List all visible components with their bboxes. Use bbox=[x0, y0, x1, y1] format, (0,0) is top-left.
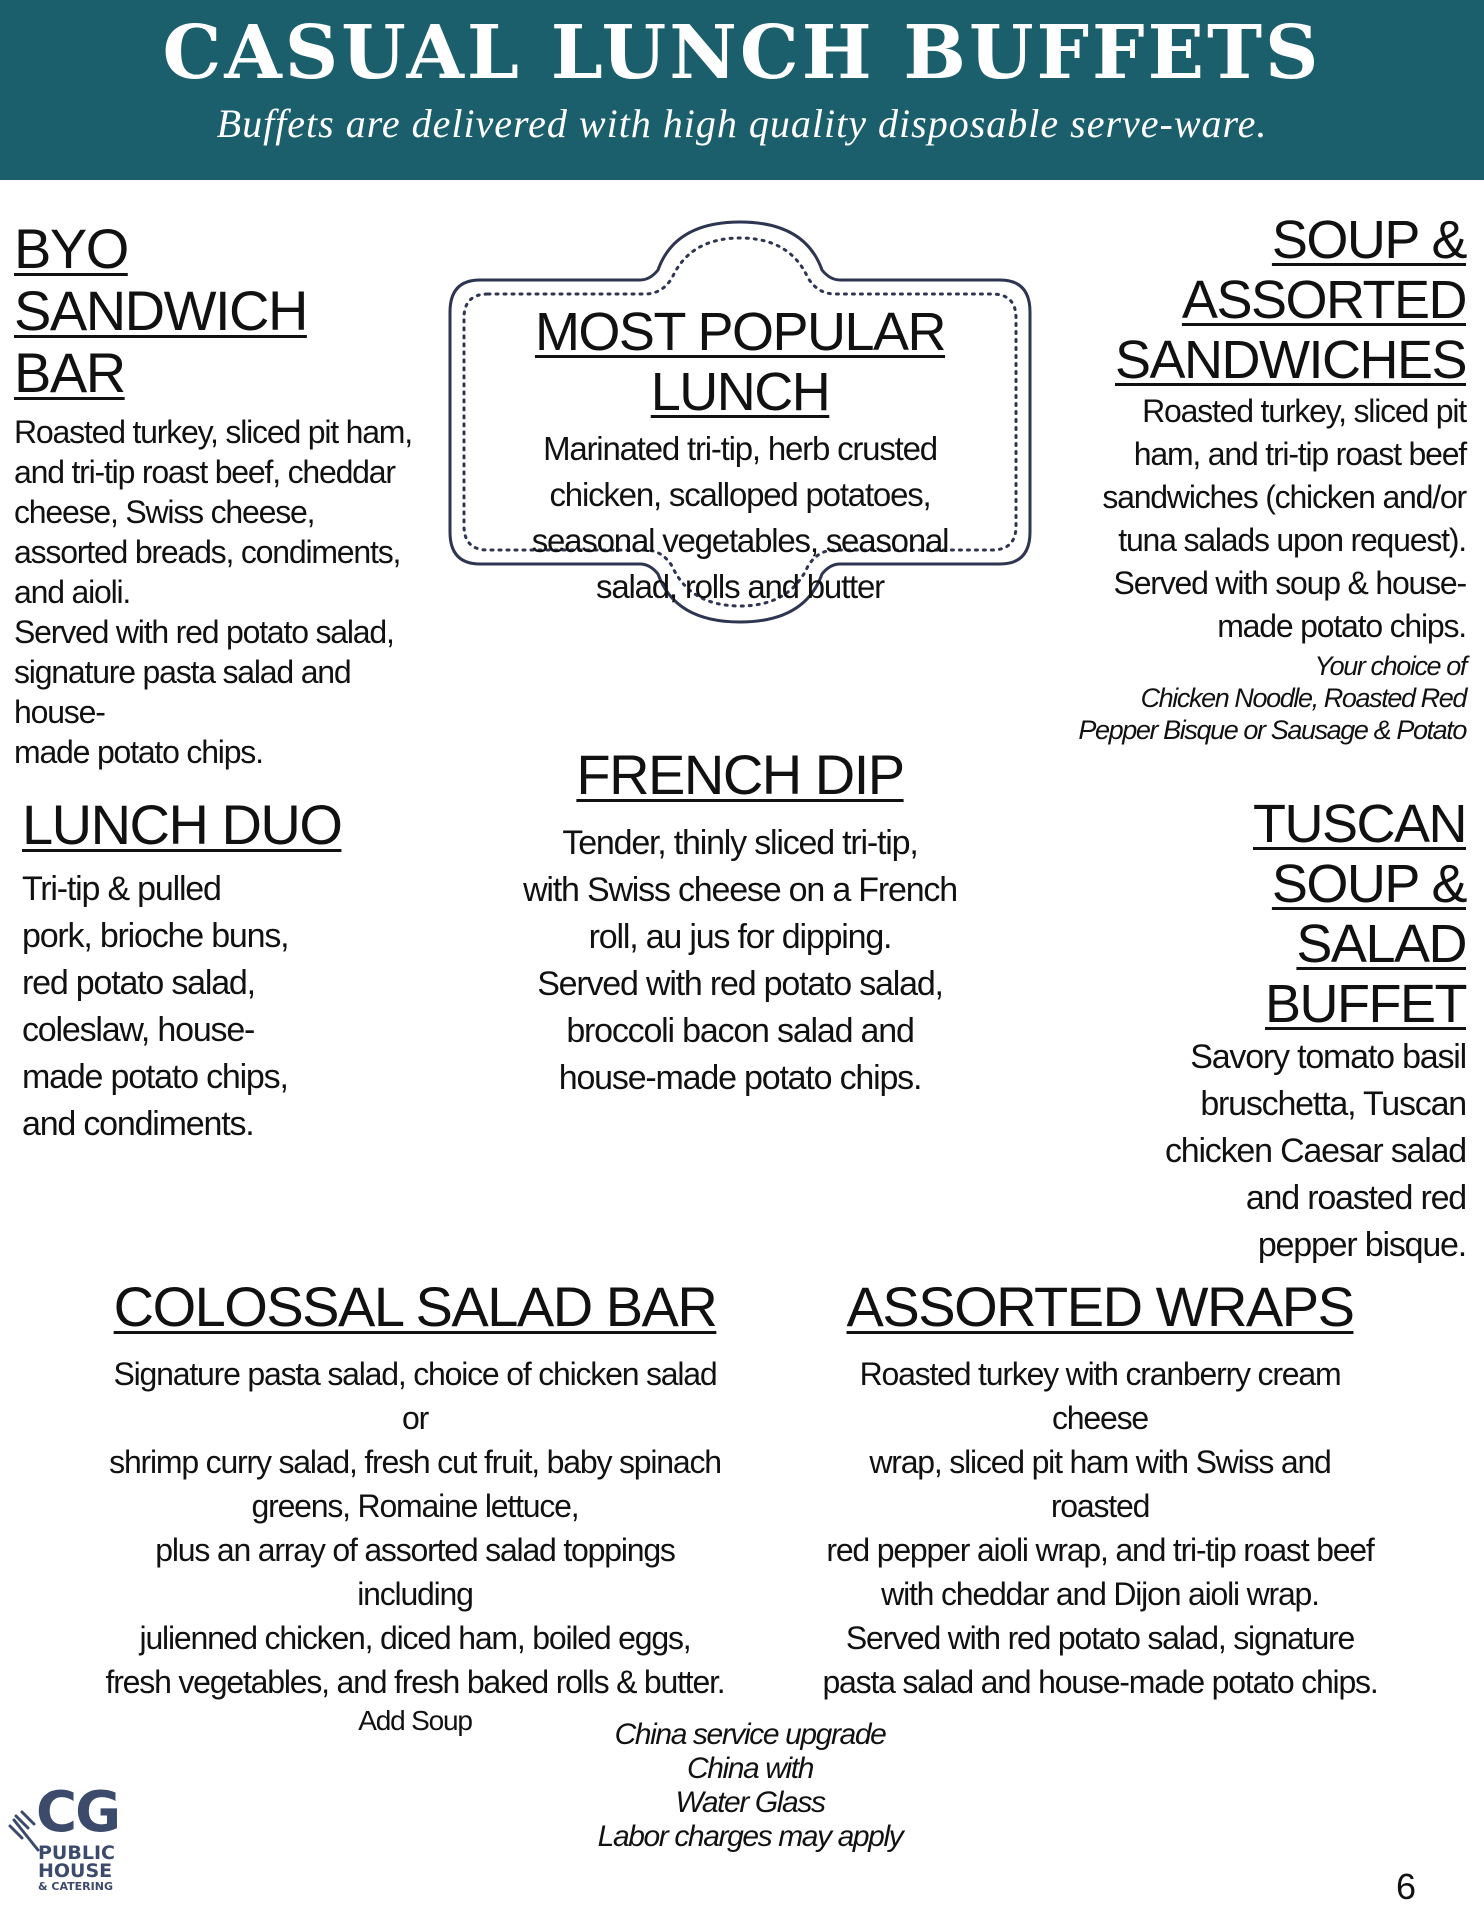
page-title: CASUAL LUNCH BUFFETS bbox=[162, 10, 1322, 96]
section-byo-sandwich-bar bbox=[14, 218, 414, 772]
section-french-dip bbox=[500, 744, 980, 1102]
wraps-description: Roasted turkey with cranberry cream cheese wrap, sliced pit ham with Swiss and roasted red pepper aioli wrap, and tri-tip roast beef with cheddar and Dijon aioli wrap. Served with red potato salad, signature pasta salad and house-made potato chips. bbox=[822, 1356, 1378, 1700]
salad-bar-title: COLOSSAL SALAD BAR bbox=[113, 1275, 717, 1338]
header-banner bbox=[0, 0, 1484, 180]
section-soup-sandwiches bbox=[1060, 210, 1466, 746]
tuscan-description: Savory tomato basil bruschetta, Tuscan chicken Caesar salad and roasted red pepper bisque. bbox=[1164, 1038, 1466, 1264]
wraps-title: ASSORTED WRAPS bbox=[846, 1275, 1354, 1338]
lunch-duo-description: Tri-tip & pulled pork, brioche buns, red potato salad, coleslaw, house- made potato chips, and condiments. bbox=[22, 870, 289, 1143]
logo-line2: HOUSE bbox=[38, 1860, 113, 1882]
tuscan-title-line2: SALAD BUFFET bbox=[1265, 914, 1466, 1034]
section-tuscan-buffet bbox=[1100, 794, 1466, 1269]
soup-sandwiches-title-line1: SOUP & ASSORTED bbox=[1181, 210, 1466, 330]
page-subtitle: Buffets are delivered with high quality disposable serve-ware. bbox=[216, 101, 1268, 146]
french-dip-title: FRENCH DIP bbox=[576, 743, 904, 806]
salad-bar-description: Signature pasta salad, choice of chicken salad or shrimp curry salad, fresh cut fruit, baby spinach greens, Romaine lettuce, plus an array of assorted salad toppings including julienned chicken, diced ham, boiled eggs, fresh vegetables, and fresh baked rolls & butter. bbox=[105, 1356, 725, 1700]
popular-description: Marinated tri-tip, herb crusted chicken, scalloped potatoes, seasonal vegetables, seasonal salad, rolls and butter bbox=[531, 430, 949, 605]
soup-sandwiches-description: Roasted turkey, sliced pit ham, and tri-tip roast beef sandwiches (chicken and/or tuna salads upon request). Served with soup & house- made potato chips. bbox=[1102, 393, 1466, 644]
section-lunch-duo bbox=[22, 794, 342, 1148]
tuscan-title-line1: TUSCAN SOUP & bbox=[1252, 794, 1466, 914]
soup-choice-note: Your choice of Chicken Noodle, Roasted Red Pepper Bisque or Sausage & Potato bbox=[1078, 651, 1466, 745]
section-assorted-wraps bbox=[820, 1276, 1380, 1704]
salad-bar-addon: Add Soup bbox=[358, 1705, 472, 1736]
section-colossal-salad-bar bbox=[100, 1276, 730, 1738]
china-service-text: China service upgrade China with Water Glass Labor charges may apply bbox=[597, 1718, 903, 1853]
logo-line3: & CATERING bbox=[38, 1880, 113, 1893]
french-dip-description: Tender, thinly sliced tri-tip, with Swiss cheese on a French roll, au jus for dipping. Served with red potato salad, broccoli bacon salad and house-made potato chips. bbox=[523, 824, 957, 1097]
popular-title: MOST POPULAR LUNCH bbox=[534, 302, 946, 422]
company-logo bbox=[8, 1780, 138, 1898]
soup-sandwiches-title-line2: SANDWICHES bbox=[1114, 330, 1466, 390]
logo-line1: PUBLIC bbox=[38, 1842, 115, 1864]
logo-initials: CG bbox=[36, 1780, 120, 1845]
lunch-duo-title: LUNCH DUO bbox=[22, 793, 342, 856]
section-most-popular-lunch bbox=[470, 302, 1010, 610]
byo-description: Roasted turkey, sliced pit ham, and tri-tip roast beef, cheddar cheese, Swiss cheese, assorted breads, condiments, and aioli. Served with red potato salad, signature pasta salad and house- made potato chips. bbox=[14, 414, 412, 770]
byo-title: BYO SANDWICH BAR bbox=[14, 217, 307, 404]
china-service-note bbox=[540, 1718, 960, 1854]
page-number: 6 bbox=[1396, 1866, 1417, 1907]
